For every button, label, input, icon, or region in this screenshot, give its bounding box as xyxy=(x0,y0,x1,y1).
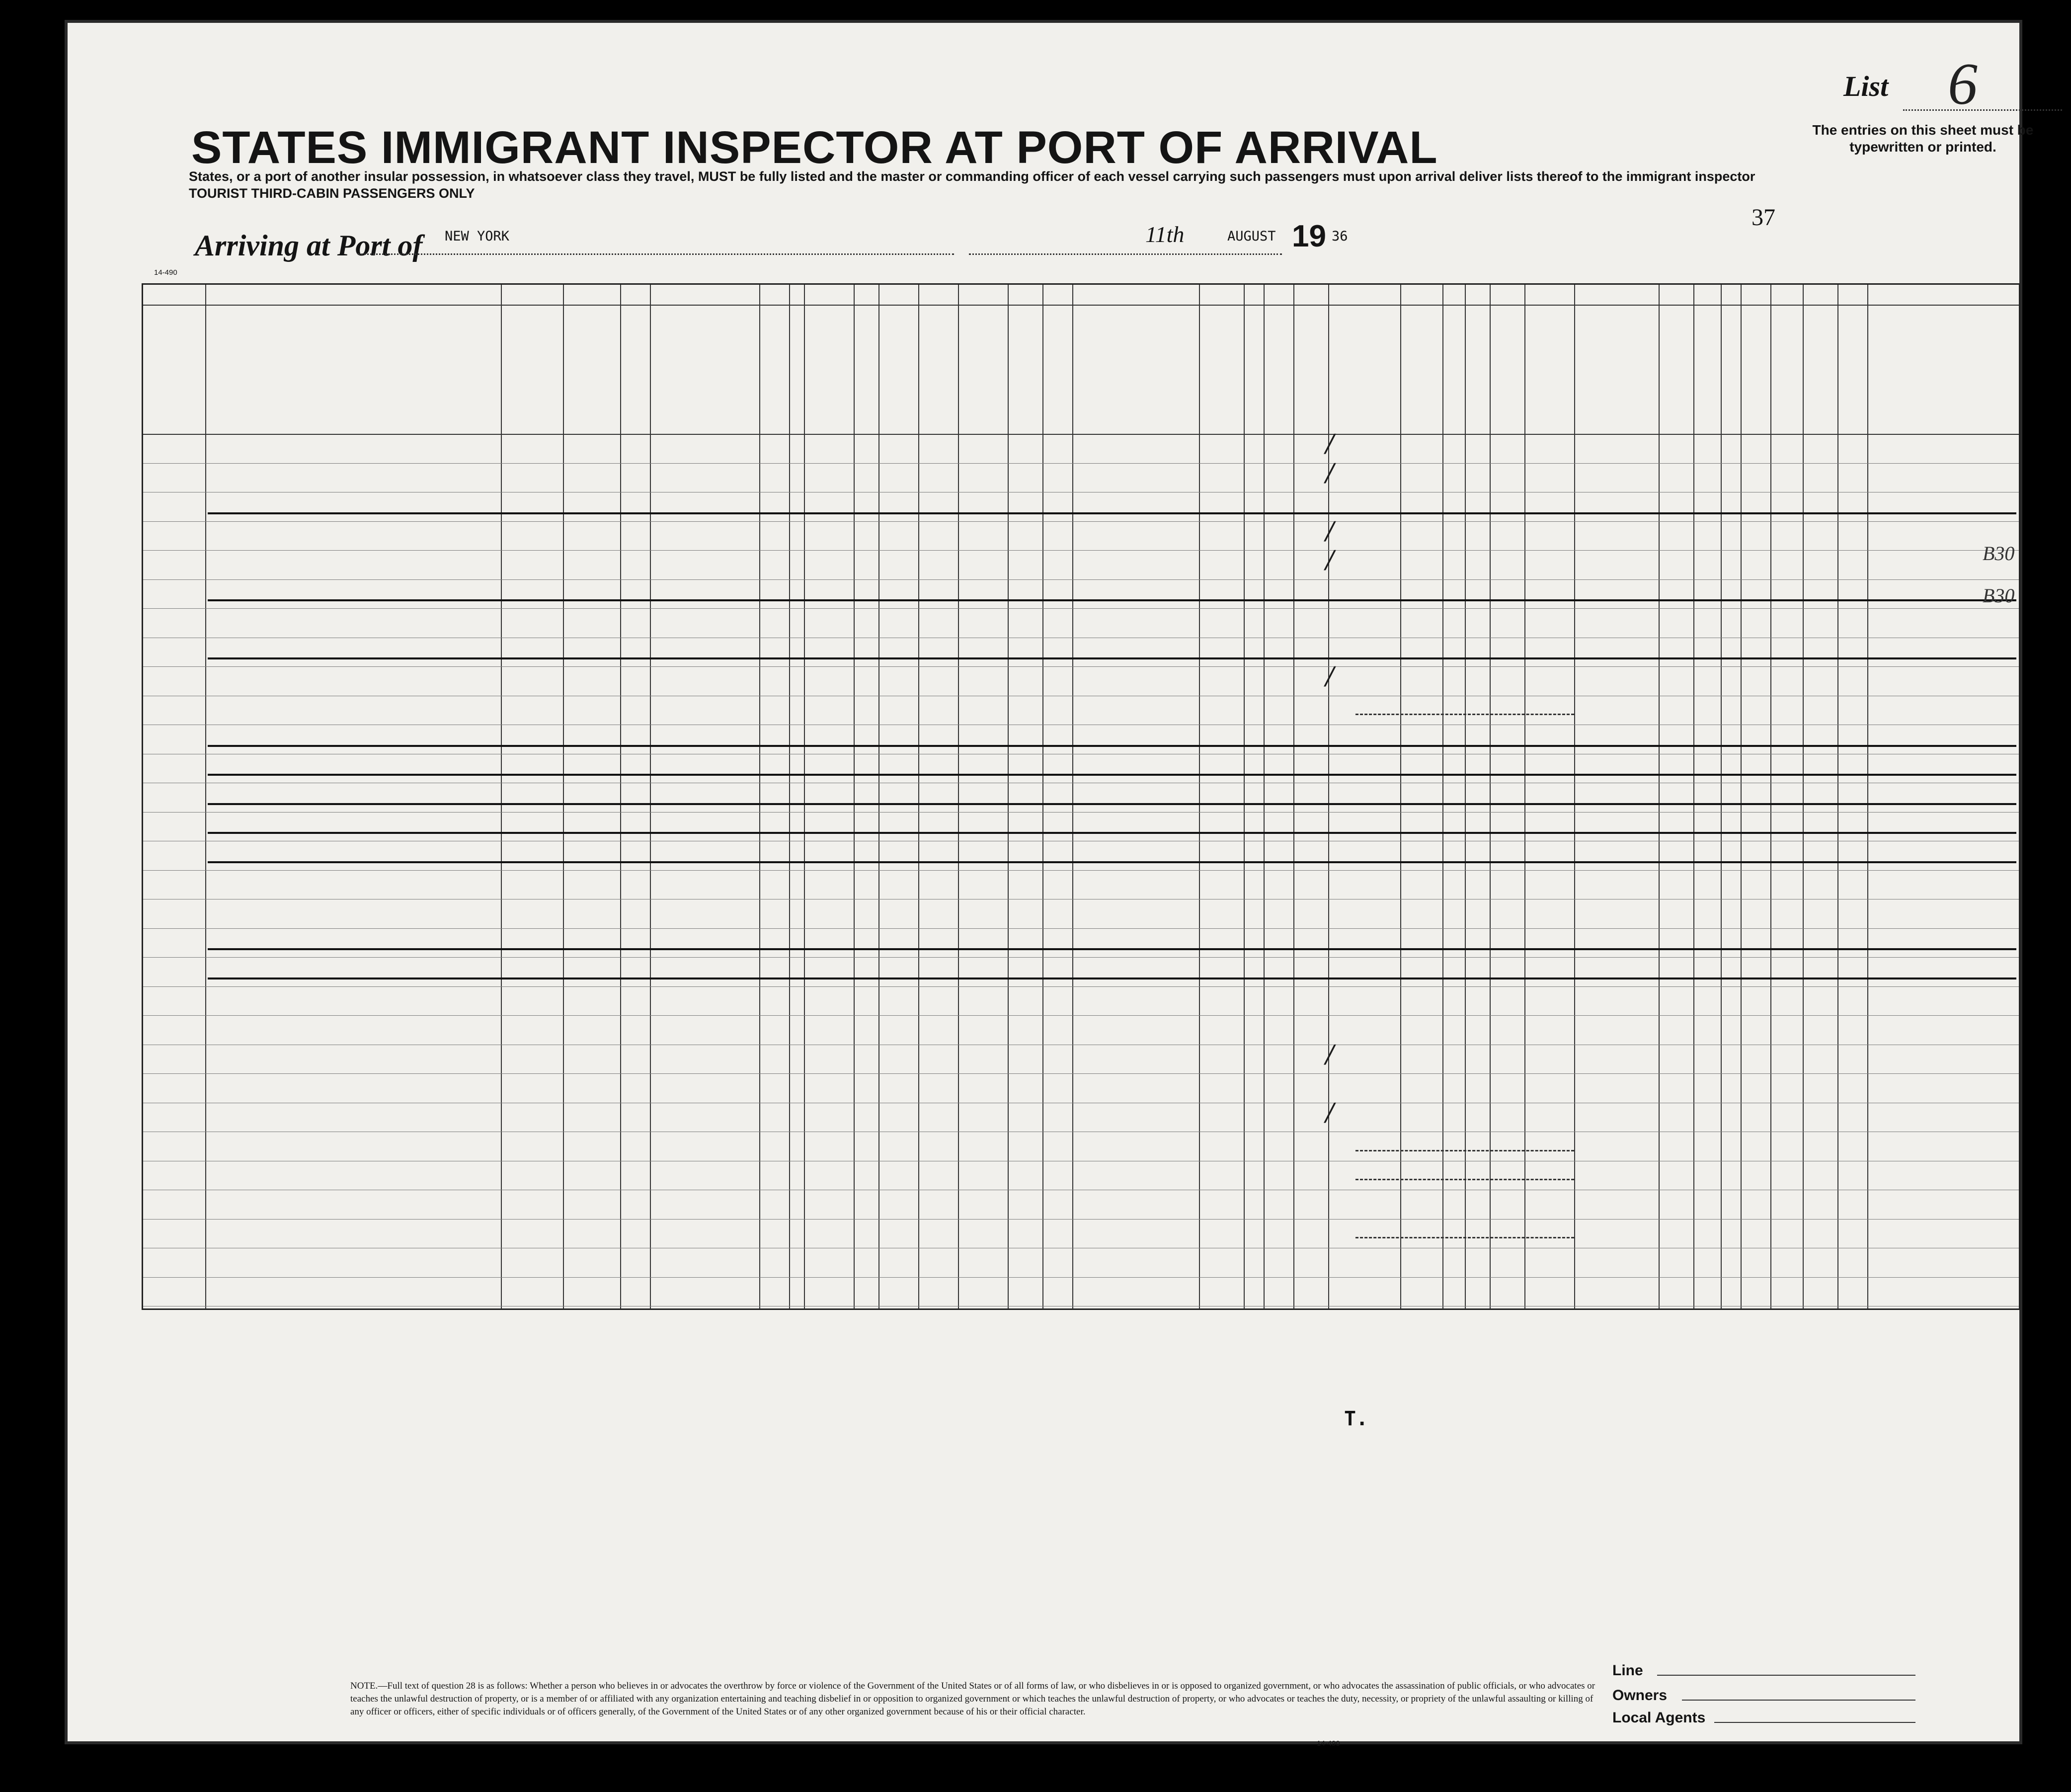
list-label: List xyxy=(1843,70,1889,102)
column-rule xyxy=(958,285,959,1308)
strikethrough-line xyxy=(208,861,2016,863)
column-rule xyxy=(1199,285,1200,1308)
strikethrough-line xyxy=(208,745,2016,747)
column-rule xyxy=(1524,285,1525,1308)
row-rule xyxy=(143,1015,2019,1016)
column-rule xyxy=(563,285,564,1308)
margin-mark: B30 xyxy=(1983,542,2015,565)
row-rule xyxy=(143,550,2019,551)
column-rule xyxy=(205,285,206,1308)
citizen-dash-line xyxy=(1355,1150,1574,1151)
typewritten-note: The entries on this sheet must be typewritten or printed. xyxy=(1812,122,2034,155)
year-suffix: 36 xyxy=(1332,229,1348,244)
list-number: 6 xyxy=(1948,51,1978,117)
column-rule xyxy=(1803,285,1804,1308)
strikethrough-line xyxy=(208,599,2016,601)
arrival-day: 11th xyxy=(1145,222,1185,247)
header-divider xyxy=(143,434,2019,435)
column-number-divider xyxy=(143,305,2019,306)
column-rule xyxy=(789,285,790,1308)
question-28-note: NOTE.—Full text of question 28 is as follows: Whether a person who believes in or advocates the overthrow by force or violence of the Government of the United States or of all forms of law, or who disbelieves in or is opposed to organized government, or who advocates the assassination of public officials, or who advocates or teaches the unlawful destruction of property, or is a member of or affiliated with any organization entertaining and teaching disbelief in or opposition to organized government or which teaches the unlawful destruction of property, or who advocates or teaches the duty, necessity, or propriety of the unlawful assaulting or killing of any officer or officers, either of specific individuals or of officers generally, of the Government of the United States or of any other organized government because of his or their official character. xyxy=(350,1681,1595,1717)
owners-label: Owners xyxy=(1612,1687,1668,1704)
line-underline xyxy=(1657,1675,1915,1676)
strikethrough-line xyxy=(208,977,2016,979)
row-rule xyxy=(143,870,2019,871)
column-rule xyxy=(1293,285,1294,1308)
page-title: STATES IMMIGRANT INSPECTOR AT PORT OF ARRIVAL xyxy=(191,122,1438,173)
column-rule xyxy=(1244,285,1245,1308)
column-rule xyxy=(1465,285,1466,1308)
column-rule xyxy=(1693,285,1694,1308)
strikethrough-line xyxy=(208,948,2016,950)
column-rule xyxy=(878,285,879,1308)
column-rule xyxy=(1574,285,1575,1308)
column-rule xyxy=(650,285,651,1308)
column-rule xyxy=(501,285,502,1308)
check-stroke: / xyxy=(1326,1097,1334,1127)
arrival-month: AUGUST xyxy=(1227,229,1276,244)
check-stroke: / xyxy=(1326,1039,1334,1068)
citizen-dash-line xyxy=(1355,714,1574,715)
agents-label: Local Agents xyxy=(1612,1710,1706,1726)
check-stroke: / xyxy=(1326,516,1334,545)
t-mark: T. xyxy=(1344,1407,1368,1430)
list-underline xyxy=(1903,109,2062,111)
column-rule xyxy=(1490,285,1491,1308)
strikethrough-line xyxy=(208,803,2016,805)
passenger-class: TOURIST THIRD-CABIN PASSENGERS ONLY xyxy=(189,186,475,201)
column-rule xyxy=(1008,285,1009,1308)
column-rule xyxy=(1837,285,1838,1308)
column-rule xyxy=(1400,285,1401,1308)
form-code-top: 14-490 xyxy=(154,268,177,277)
row-rule xyxy=(143,463,2019,464)
port-underline xyxy=(358,253,954,255)
row-rule xyxy=(143,666,2019,667)
row-rule xyxy=(143,812,2019,813)
form-code-bottom: 14-490 xyxy=(1317,1739,1340,1748)
column-rule xyxy=(854,285,855,1308)
column-rule xyxy=(804,285,805,1308)
column-rule xyxy=(1770,285,1771,1308)
row-rule xyxy=(143,1073,2019,1074)
column-rule xyxy=(918,285,919,1308)
row-rule xyxy=(143,608,2019,609)
column-rule xyxy=(1072,285,1073,1308)
row-rule xyxy=(143,928,2019,929)
manifest-sheet xyxy=(65,20,2034,1748)
passenger-table xyxy=(142,283,2020,1310)
sheet-number: 37 xyxy=(1752,204,1775,231)
port-label: Arriving at Port of xyxy=(195,229,423,262)
citizen-dash-line xyxy=(1355,1179,1574,1180)
day-underline xyxy=(969,253,1282,255)
row-rule xyxy=(143,986,2019,987)
row-rule xyxy=(143,1219,2019,1220)
strikethrough-line xyxy=(208,774,2016,776)
margin-mark: B30 xyxy=(1983,584,2015,607)
owners-underline xyxy=(1682,1700,1915,1701)
citizen-dash-line xyxy=(1355,1237,1574,1238)
check-stroke: / xyxy=(1326,661,1334,690)
year-prefix: 19 xyxy=(1292,219,1326,253)
row-rule xyxy=(143,579,2019,580)
strikethrough-line xyxy=(208,512,2016,514)
column-rule xyxy=(759,285,760,1308)
column-rule xyxy=(1659,285,1660,1308)
check-stroke: / xyxy=(1326,458,1334,487)
column-rule xyxy=(1264,285,1265,1308)
row-rule xyxy=(143,521,2019,522)
instructions-text: States, or a port of another insular possession, in whatsoever class they travel, MUST be fully listed and the master or commanding officer of each vessel carrying such passengers must upon arrival deliver lists thereof to the immigrant inspector xyxy=(189,169,1755,184)
strikethrough-line xyxy=(208,832,2016,834)
instructions xyxy=(189,168,1779,202)
column-rule xyxy=(1867,285,1868,1308)
check-stroke: / xyxy=(1326,545,1334,574)
port-value: NEW YORK xyxy=(445,229,510,244)
row-rule xyxy=(143,957,2019,958)
column-rule xyxy=(1721,285,1722,1308)
column-rule xyxy=(1741,285,1742,1308)
line-label: Line xyxy=(1612,1662,1643,1679)
agents-underline xyxy=(1714,1722,1915,1723)
row-rule xyxy=(143,1277,2019,1278)
column-rule xyxy=(1442,285,1443,1308)
strikethrough-line xyxy=(208,657,2016,659)
column-rule xyxy=(620,285,621,1308)
check-stroke: / xyxy=(1326,429,1334,458)
column-rule xyxy=(1042,285,1043,1308)
